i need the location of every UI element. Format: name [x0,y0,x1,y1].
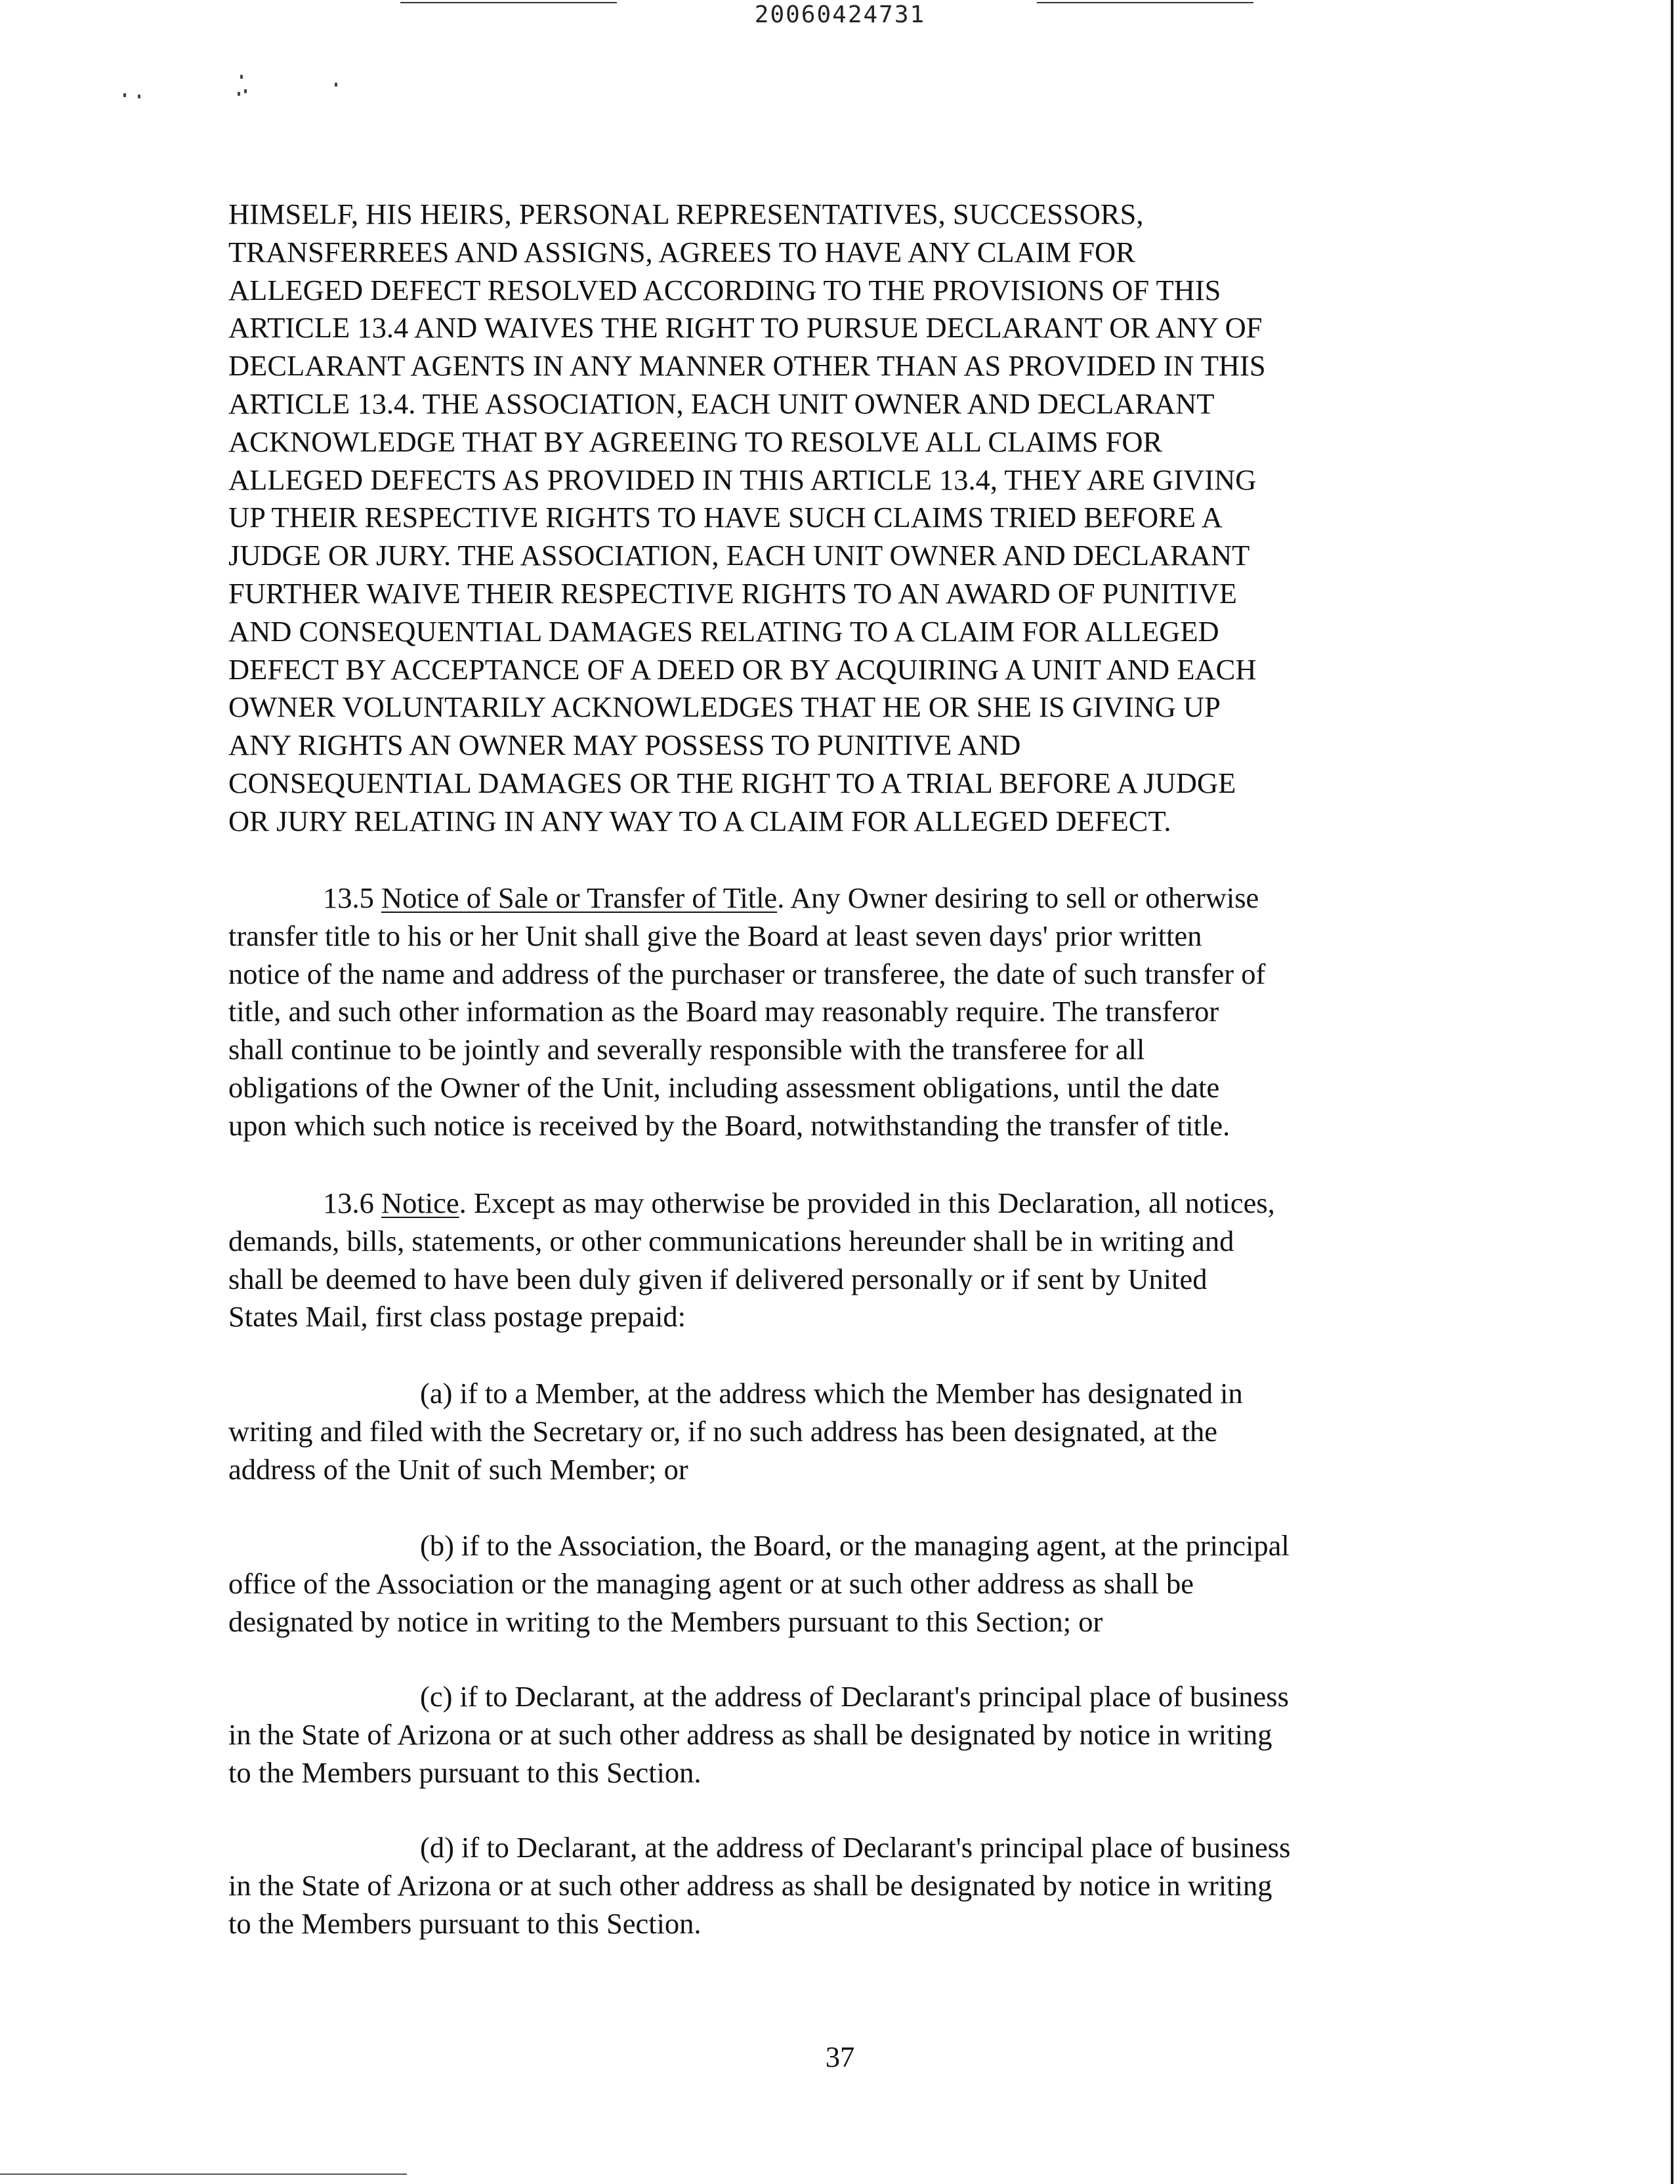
scan-speck [335,83,337,87]
section-line: notice of the name and address of the purchaser or transferee, the date of such transfer of [228,957,1266,990]
waiver-line: ACKNOWLEDGE THAT BY AGREEING TO RESOLVE ALL CLAIMS FOR [228,425,1163,458]
section-line: transfer title to his or her Unit shall give the Board at least seven days' prior written [228,919,1202,952]
subparagraph-line: in the State of Arizona or at such other address as shall be designated by notice in writing [228,1868,1272,1902]
document-number: 20060424731 [754,1,926,28]
subparagraph-first-line [228,1678,1410,1716]
waiver-line: ARTICLE 13.4. THE ASSOCIATION, EACH UNIT OWNER AND DECLARANT [228,387,1215,420]
subparagraph-line: address of the Unit of such Member; or [228,1452,688,1486]
section-13-5 [228,879,1410,1145]
subparagraph-line: designated by notice in writing to the Members pursuant to this Section; or [228,1605,1103,1638]
waiver-line: ALLEGED DEFECT RESOLVED ACCORDING TO THE PROVISIONS OF THIS [228,273,1221,306]
scan-speck [238,92,240,96]
waiver-line: DEFECT BY ACCEPTANCE OF A DEED OR BY ACQUIRING A UNIT AND EACH [228,652,1257,686]
scan-speck [138,94,140,98]
subparagraph-first-line [228,1829,1410,1867]
waiver-line: JUDGE OR JURY. THE ASSOCIATION, EACH UNIT OWNER AND DECLARANT [228,539,1250,572]
waiver-line: DECLARANT AGENTS IN ANY MANNER OTHER THAN AS PROVIDED IN THIS [228,349,1266,383]
subparagraph-line: to the Members pursuant to this Section. [228,1906,702,1940]
waiver-line: HIMSELF, HIS HEIRS, PERSONAL REPRESENTATIVES, SUCCESSORS, [228,198,1144,230]
subparagraph-line: office of the Association or the managing agent or at such other address as shall be [228,1566,1194,1600]
scan-speck [244,89,247,93]
subparagraph-d [228,1829,1410,1942]
section-text: . Any Owner desiring to sell or otherwise [777,881,1259,914]
section-line: upon which such notice is received by the Board, notwithstanding the transfer of title. [228,1108,1230,1142]
section-13-6 [228,1185,1410,1336]
section-line: shall continue to be jointly and severally responsible with the transferee for all [228,1033,1145,1066]
subparagraph-text: (d) if to Declarant, at the address of Declarant's principal place of business [420,1831,1291,1864]
waiver-line: AND CONSEQUENTIAL DAMAGES RELATING TO A CLAIM FOR ALLEGED [228,614,1219,648]
section-line: shall be deemed to have been duly given if delivered personally or if sent by United [228,1262,1208,1295]
page-number: 37 [825,2040,855,2073]
subparagraph-c [228,1678,1410,1792]
scan-specks [118,66,341,112]
subparagraph-text: (b) if to the Association, the Board, or the managing agent, at the principal [420,1529,1290,1562]
waiver-line: UP THEIR RESPECTIVE RIGHTS TO HAVE SUCH CLAIMS TRIED BEFORE A [228,501,1223,534]
section-number: 13.5 [323,881,374,914]
subparagraph-text: (c) if to Declarant, at the address of Declarant's principal place of business [420,1680,1289,1713]
waiver-line: ANY RIGHTS AN OWNER MAY POSSESS TO PUNITIVE AND [228,728,1021,762]
waiver-line: OWNER VOLUNTARILY ACKNOWLEDGES THAT HE OR SHE IS GIVING UP [228,690,1221,724]
section-text: . Except as may otherwise be provided in this Declaration, all notices, [459,1186,1275,1219]
section-line: demands, bills, statements, or other communications hereunder shall be in writing and [228,1224,1234,1257]
scan-right-edge [1671,0,1673,2184]
scan-speck [240,75,243,79]
subparagraph-text: (a) if to a Member, at the address which the Member has designated in [420,1377,1243,1410]
scan-bottom-rule [0,2174,407,2175]
waiver-paragraph [228,196,1410,841]
waiver-line: FURTHER WAIVE THEIR RESPECTIVE RIGHTS TO AN AWARD OF PUNITIVE [228,576,1237,610]
waiver-line: ALLEGED DEFECTS AS PROVIDED IN THIS ARTICLE 13.4, THEY ARE GIVING [228,463,1257,496]
subparagraph-line: to the Members pursuant to this Section. [228,1755,702,1789]
subparagraph-line: in the State of Arizona or at such other address as shall be designated by notice in writing [228,1717,1272,1751]
waiver-line: OR JURY RELATING IN ANY WAY TO A CLAIM FOR ALLEGED DEFECT. [228,804,1171,837]
subparagraph-a [228,1375,1410,1488]
subparagraph-first-line [228,1375,1410,1413]
section-13-5-first-line [228,879,1410,917]
section-line: title, and such other information as the Board may reasonably require. The transferor [228,995,1219,1028]
section-number: 13.6 [323,1186,374,1219]
waiver-line: ARTICLE 13.4 AND WAIVES THE RIGHT TO PURSUE DECLARANT OR ANY OF [228,311,1263,345]
section-line: States Mail, first class postage prepaid: [228,1300,686,1334]
subparagraph-line: writing and filed with the Secretary or, if no such address has been designated, at the [228,1414,1218,1448]
waiver-line: TRANSFERREES AND ASSIGNS, AGREES TO HAVE ANY CLAIM FOR [228,235,1135,268]
waiver-line: CONSEQUENTIAL DAMAGES OR THE RIGHT TO A TRIAL BEFORE A JUDGE [228,766,1236,799]
section-13-6-first-line [228,1185,1410,1223]
section-heading: Notice of Sale or Transfer of Title [381,881,778,914]
subparagraph-first-line [228,1527,1410,1565]
scan-speck [123,93,126,97]
section-line: obligations of the Owner of the Unit, including assessment obligations, until the date [228,1070,1220,1104]
section-heading: Notice [381,1186,459,1219]
subparagraph-b [228,1527,1410,1641]
